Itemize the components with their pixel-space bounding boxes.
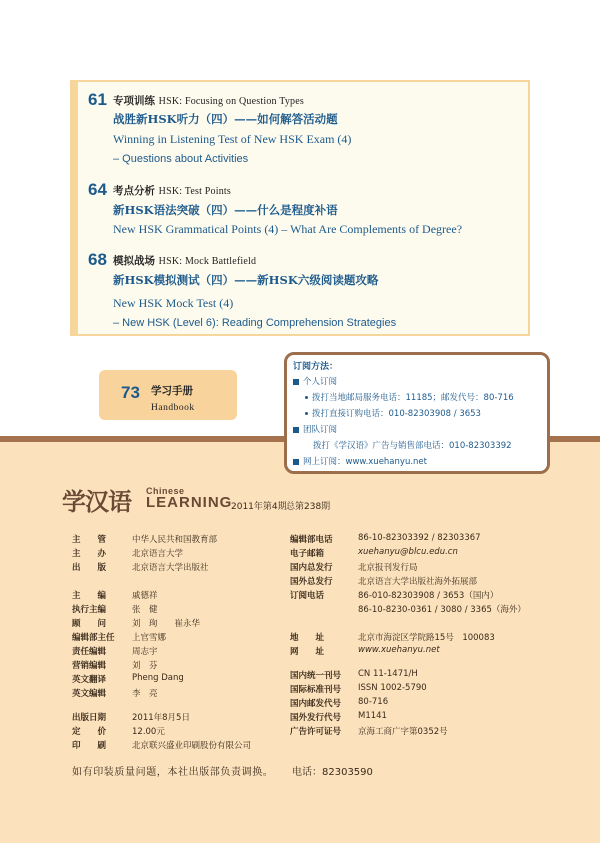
info-value: 北京市海淀区学院路15号 100083 bbox=[358, 633, 495, 643]
toc-page-number: 68 bbox=[88, 250, 107, 269]
magazine-logo-en-bottom: LEARNING bbox=[146, 494, 233, 511]
toc-title-en: New HSK Grammatical Points (4) – What Are Complements of Degree? bbox=[113, 222, 463, 236]
toc-category-en: HSK: Test Points bbox=[158, 186, 231, 197]
website-link[interactable]: www.xuehanyu.net bbox=[358, 645, 440, 655]
info-value: 刘 芬 bbox=[132, 661, 158, 671]
toc-page-number: 61 bbox=[88, 90, 107, 109]
info-label: 电子邮箱 bbox=[290, 549, 325, 559]
info-value: 上官雪娜 bbox=[132, 633, 167, 643]
subscription-box bbox=[284, 352, 550, 474]
toc-page-number: 64 bbox=[88, 180, 107, 199]
info-label: 广告许可证号 bbox=[290, 727, 342, 737]
info-value: 80-716 bbox=[358, 697, 389, 707]
info-label: 出 版 bbox=[72, 563, 107, 573]
subscription-personal-direct: 拨打直接订购电话：010-82303908 / 3653 bbox=[305, 407, 481, 419]
info-label: 英文编辑 bbox=[72, 689, 107, 699]
subscription-online-link[interactable]: 网上订阅：www.xuehanyu.net bbox=[293, 455, 427, 467]
info-value: 12.00元 bbox=[132, 727, 165, 737]
info-label: 国内统一刊号 bbox=[290, 671, 342, 681]
info-label: 国外发行代号 bbox=[290, 713, 342, 723]
info-label: 英文翻译 bbox=[72, 675, 107, 685]
info-value: 北京语言大学出版社海外拓展部 bbox=[358, 577, 478, 587]
subscription-title: 订阅方法： bbox=[293, 362, 339, 372]
subscription-personal: 个人订阅 bbox=[293, 375, 337, 387]
info-value: 中华人民共和国教育部 bbox=[132, 535, 218, 545]
toc-title-cn: 新HSK模拟测试（四）——新HSK六级阅读题攻略 bbox=[113, 273, 379, 287]
toc-category bbox=[113, 93, 304, 108]
toc-subtitle-en: – New HSK (Level 6): Reading Comprehension Strategies bbox=[113, 317, 397, 329]
info-value: Pheng Dang bbox=[132, 673, 184, 683]
square-bullet-icon bbox=[293, 379, 299, 385]
info-label: 网 址 bbox=[290, 647, 325, 657]
contents-box-stripe bbox=[70, 80, 78, 336]
toc-title-en: Winning in Listening Test of New HSK Exam (4) bbox=[113, 132, 352, 146]
email-link[interactable]: xuehanyu@blcu.edu.cn bbox=[358, 547, 458, 557]
info-label: 国际标准刊号 bbox=[290, 685, 342, 695]
info-label: 国内总发行 bbox=[290, 563, 333, 573]
info-label: 编辑部主任 bbox=[72, 633, 115, 643]
toc-subtitle-en: – Questions about Activities bbox=[113, 153, 249, 165]
info-value: M1141 bbox=[358, 711, 387, 721]
info-value: 北京语言大学出版社 bbox=[132, 563, 209, 573]
info-label: 营销编辑 bbox=[72, 661, 107, 671]
magazine-logo-en-top: Chinese bbox=[146, 486, 185, 496]
info-label: 执行主编 bbox=[72, 605, 107, 615]
info-value: 86-10-8230-0361 / 3080 / 3365（海外） bbox=[358, 605, 526, 615]
info-label: 国内邮发代号 bbox=[290, 699, 342, 709]
info-label: 主 办 bbox=[72, 549, 107, 559]
info-value: 86-010-82303908 / 3653（国内） bbox=[358, 591, 499, 601]
subscription-group-phone: 拨打《学汉语》广告与销售部电话：010-82303392 bbox=[313, 441, 512, 451]
info-value: 京海工商广字第0352号 bbox=[358, 727, 448, 737]
info-label: 订阅电话 bbox=[290, 591, 325, 601]
info-value: 刘 珣 崔永华 bbox=[132, 619, 201, 629]
info-label: 顾 问 bbox=[72, 619, 107, 629]
toc-entry-61[interactable] bbox=[88, 90, 528, 170]
info-label: 主 编 bbox=[72, 591, 107, 601]
square-bullet-icon bbox=[293, 427, 299, 433]
footer-phone: 电话：82303590 bbox=[292, 767, 373, 778]
toc-title-cn: 战胜新HSK听力（四）——如何解答活动题 bbox=[113, 112, 338, 126]
dot-bullet-icon bbox=[305, 412, 308, 415]
subscription-group: 团队订阅 bbox=[293, 423, 337, 435]
issue-total: 总第238期 bbox=[286, 502, 331, 512]
footer-quality-note: 如有印装质量问题，本社出版部负责调换。 bbox=[72, 767, 274, 778]
toc-category bbox=[113, 253, 256, 268]
issue-number: 2011年第4期 bbox=[231, 502, 287, 512]
toc-category-en: HSK: Focusing on Question Types bbox=[158, 96, 304, 107]
toc-category-cn: 模拟战场 bbox=[113, 255, 155, 267]
magazine-logo-cn: 学汉语 bbox=[62, 488, 131, 516]
info-label: 印 刷 bbox=[72, 741, 107, 751]
toc-entry-64[interactable] bbox=[88, 180, 528, 240]
handbook-title-cn: 学习手册 bbox=[151, 385, 193, 397]
handbook-tag[interactable] bbox=[99, 370, 237, 420]
dot-bullet-icon bbox=[305, 396, 308, 399]
toc-category-cn: 专项训练 bbox=[113, 95, 155, 107]
info-label: 地 址 bbox=[290, 633, 325, 643]
toc-title-cn: 新HSK语法突破（四）——什么是程度补语 bbox=[113, 203, 338, 217]
toc-category-en: HSK: Mock Battlefield bbox=[158, 256, 257, 267]
handbook-page-number: 73 bbox=[121, 383, 140, 402]
info-value: 2011年8月5日 bbox=[132, 713, 190, 723]
info-label: 责任编辑 bbox=[72, 647, 107, 657]
info-value: 张 健 bbox=[132, 605, 158, 615]
square-bullet-icon bbox=[293, 459, 299, 465]
info-label: 出版日期 bbox=[72, 713, 107, 723]
handbook-title-en: Handbook bbox=[151, 403, 195, 413]
info-value: CN 11-1471/H bbox=[358, 669, 418, 679]
info-value: 李 亮 bbox=[132, 689, 158, 699]
info-value: 周志宇 bbox=[132, 647, 158, 657]
info-value: 北京报刊发行局 bbox=[358, 563, 418, 573]
toc-title-en: New HSK Mock Test (4) bbox=[113, 296, 234, 310]
info-label: 主 管 bbox=[72, 535, 107, 545]
toc-entry-68[interactable] bbox=[88, 250, 528, 332]
toc-category bbox=[113, 183, 231, 198]
info-value: 北京联兴盛业印刷股份有限公司 bbox=[132, 741, 252, 751]
info-value: ISSN 1002-5790 bbox=[358, 683, 427, 693]
toc-category-cn: 考点分析 bbox=[113, 185, 155, 197]
info-value: 86-10-82303392 / 82303367 bbox=[358, 533, 481, 543]
info-label: 国外总发行 bbox=[290, 577, 333, 587]
info-label: 定 价 bbox=[72, 727, 107, 737]
subscription-personal-post: 拨打当地邮局服务电话：11185；邮发代号：80-716 bbox=[305, 391, 514, 403]
info-value: 北京语言大学 bbox=[132, 549, 184, 559]
info-label: 编辑部电话 bbox=[290, 535, 333, 545]
info-value: 戚德祥 bbox=[132, 591, 158, 601]
